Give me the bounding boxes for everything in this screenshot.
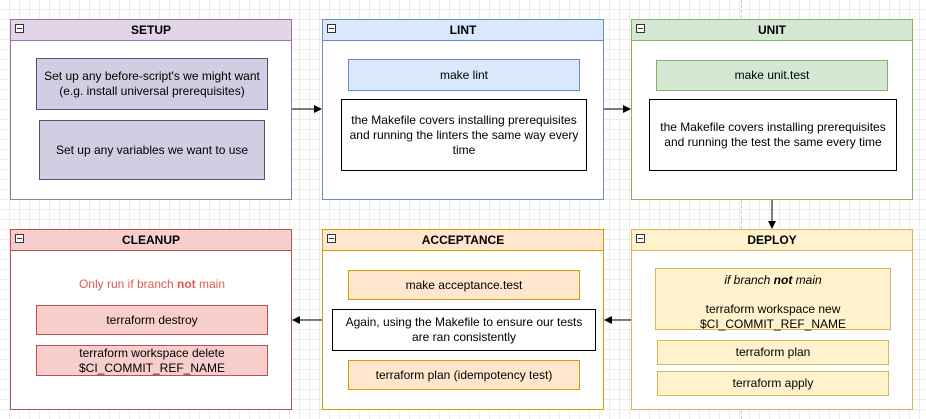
lint-note-box[interactable] [341,99,587,171]
setup-before-script-text: Set up any before-script's we might want (e.g. install universal prerequisites) [44,69,260,98]
deploy-header [632,230,912,251]
lint-command-text: make lint [439,67,489,82]
deploy-conditional-box[interactable] [655,268,891,330]
cleanup-header [11,230,291,251]
acceptance-plan-text: terraform plan (idempotency test) [375,367,553,382]
cleanup-workspace-delete-box[interactable] [36,345,268,376]
acceptance-stage[interactable] [322,229,604,410]
cleanup-condition [11,277,293,291]
collapse-icon[interactable] [327,234,336,243]
cleanup-destroy-box[interactable] [36,305,268,335]
deploy-plan-box[interactable] [657,340,889,365]
cleanup-condition-suffix: main [195,277,226,291]
lint-title: LINT [449,23,477,37]
lint-note-text: the Makefile covers installing prerequisites and running the linters the same way every time [349,112,579,157]
unit-command-box[interactable] [656,60,888,91]
collapse-icon[interactable] [636,24,645,33]
setup-stage[interactable] [10,19,292,200]
acceptance-note-text: Again, using the Makefile to ensure our tests are ran consistently [345,315,583,344]
collapse-icon[interactable] [15,24,24,33]
collapse-icon[interactable] [15,234,24,243]
acceptance-title: ACCEPTANCE [421,233,505,247]
collapse-icon[interactable] [636,234,645,243]
cleanup-condition-prefix: Only run if branch [78,277,178,291]
acceptance-header [323,230,603,251]
deploy-title: DEPLOY [747,233,797,247]
collapse-icon[interactable] [327,24,336,33]
deploy-plan-text: terraform plan [735,345,811,359]
deploy-condition-bold: not [773,273,793,287]
acceptance-plan-box[interactable] [348,360,580,390]
unit-note-text: the Makefile covers installing prerequisites and running the test the same every time [660,120,886,149]
deploy-apply-text: terraform apply [732,376,814,390]
acceptance-note-box[interactable] [332,309,596,351]
setup-title: SETUP [130,23,171,37]
cleanup-stage[interactable] [10,229,292,410]
cleanup-destroy-text: terraform destroy [106,312,198,327]
lint-command-box[interactable] [348,59,580,91]
setup-variables-text: Set up any variables we want to use [55,142,249,157]
deploy-stage[interactable] [631,229,913,410]
unit-stage[interactable] [631,19,913,200]
unit-title: UNIT [758,23,786,37]
unit-header [632,20,912,41]
deploy-workspace-new-text: terraform workspace new $CI_COMMIT_REF_NAME [699,302,847,331]
setup-variables-box[interactable] [39,120,265,180]
deploy-condition-suffix: main [792,273,822,287]
acceptance-command-text: make acceptance.test [405,277,523,292]
unit-command-text: make unit.test [734,68,810,82]
deploy-condition [724,273,821,288]
deploy-condition-prefix: if branch [724,273,774,287]
unit-note-box[interactable] [649,99,897,171]
setup-header [11,20,291,41]
setup-before-script-box[interactable] [36,58,268,110]
cleanup-condition-bold: not [177,277,196,291]
deploy-apply-box[interactable] [657,371,889,396]
cleanup-workspace-delete-text: terraform workspace delete $CI_COMMIT_REF_NAME [78,345,226,375]
cleanup-title: CLEANUP [121,233,180,247]
lint-header [323,20,603,41]
acceptance-command-box[interactable] [348,270,580,300]
lint-stage[interactable] [322,19,604,200]
